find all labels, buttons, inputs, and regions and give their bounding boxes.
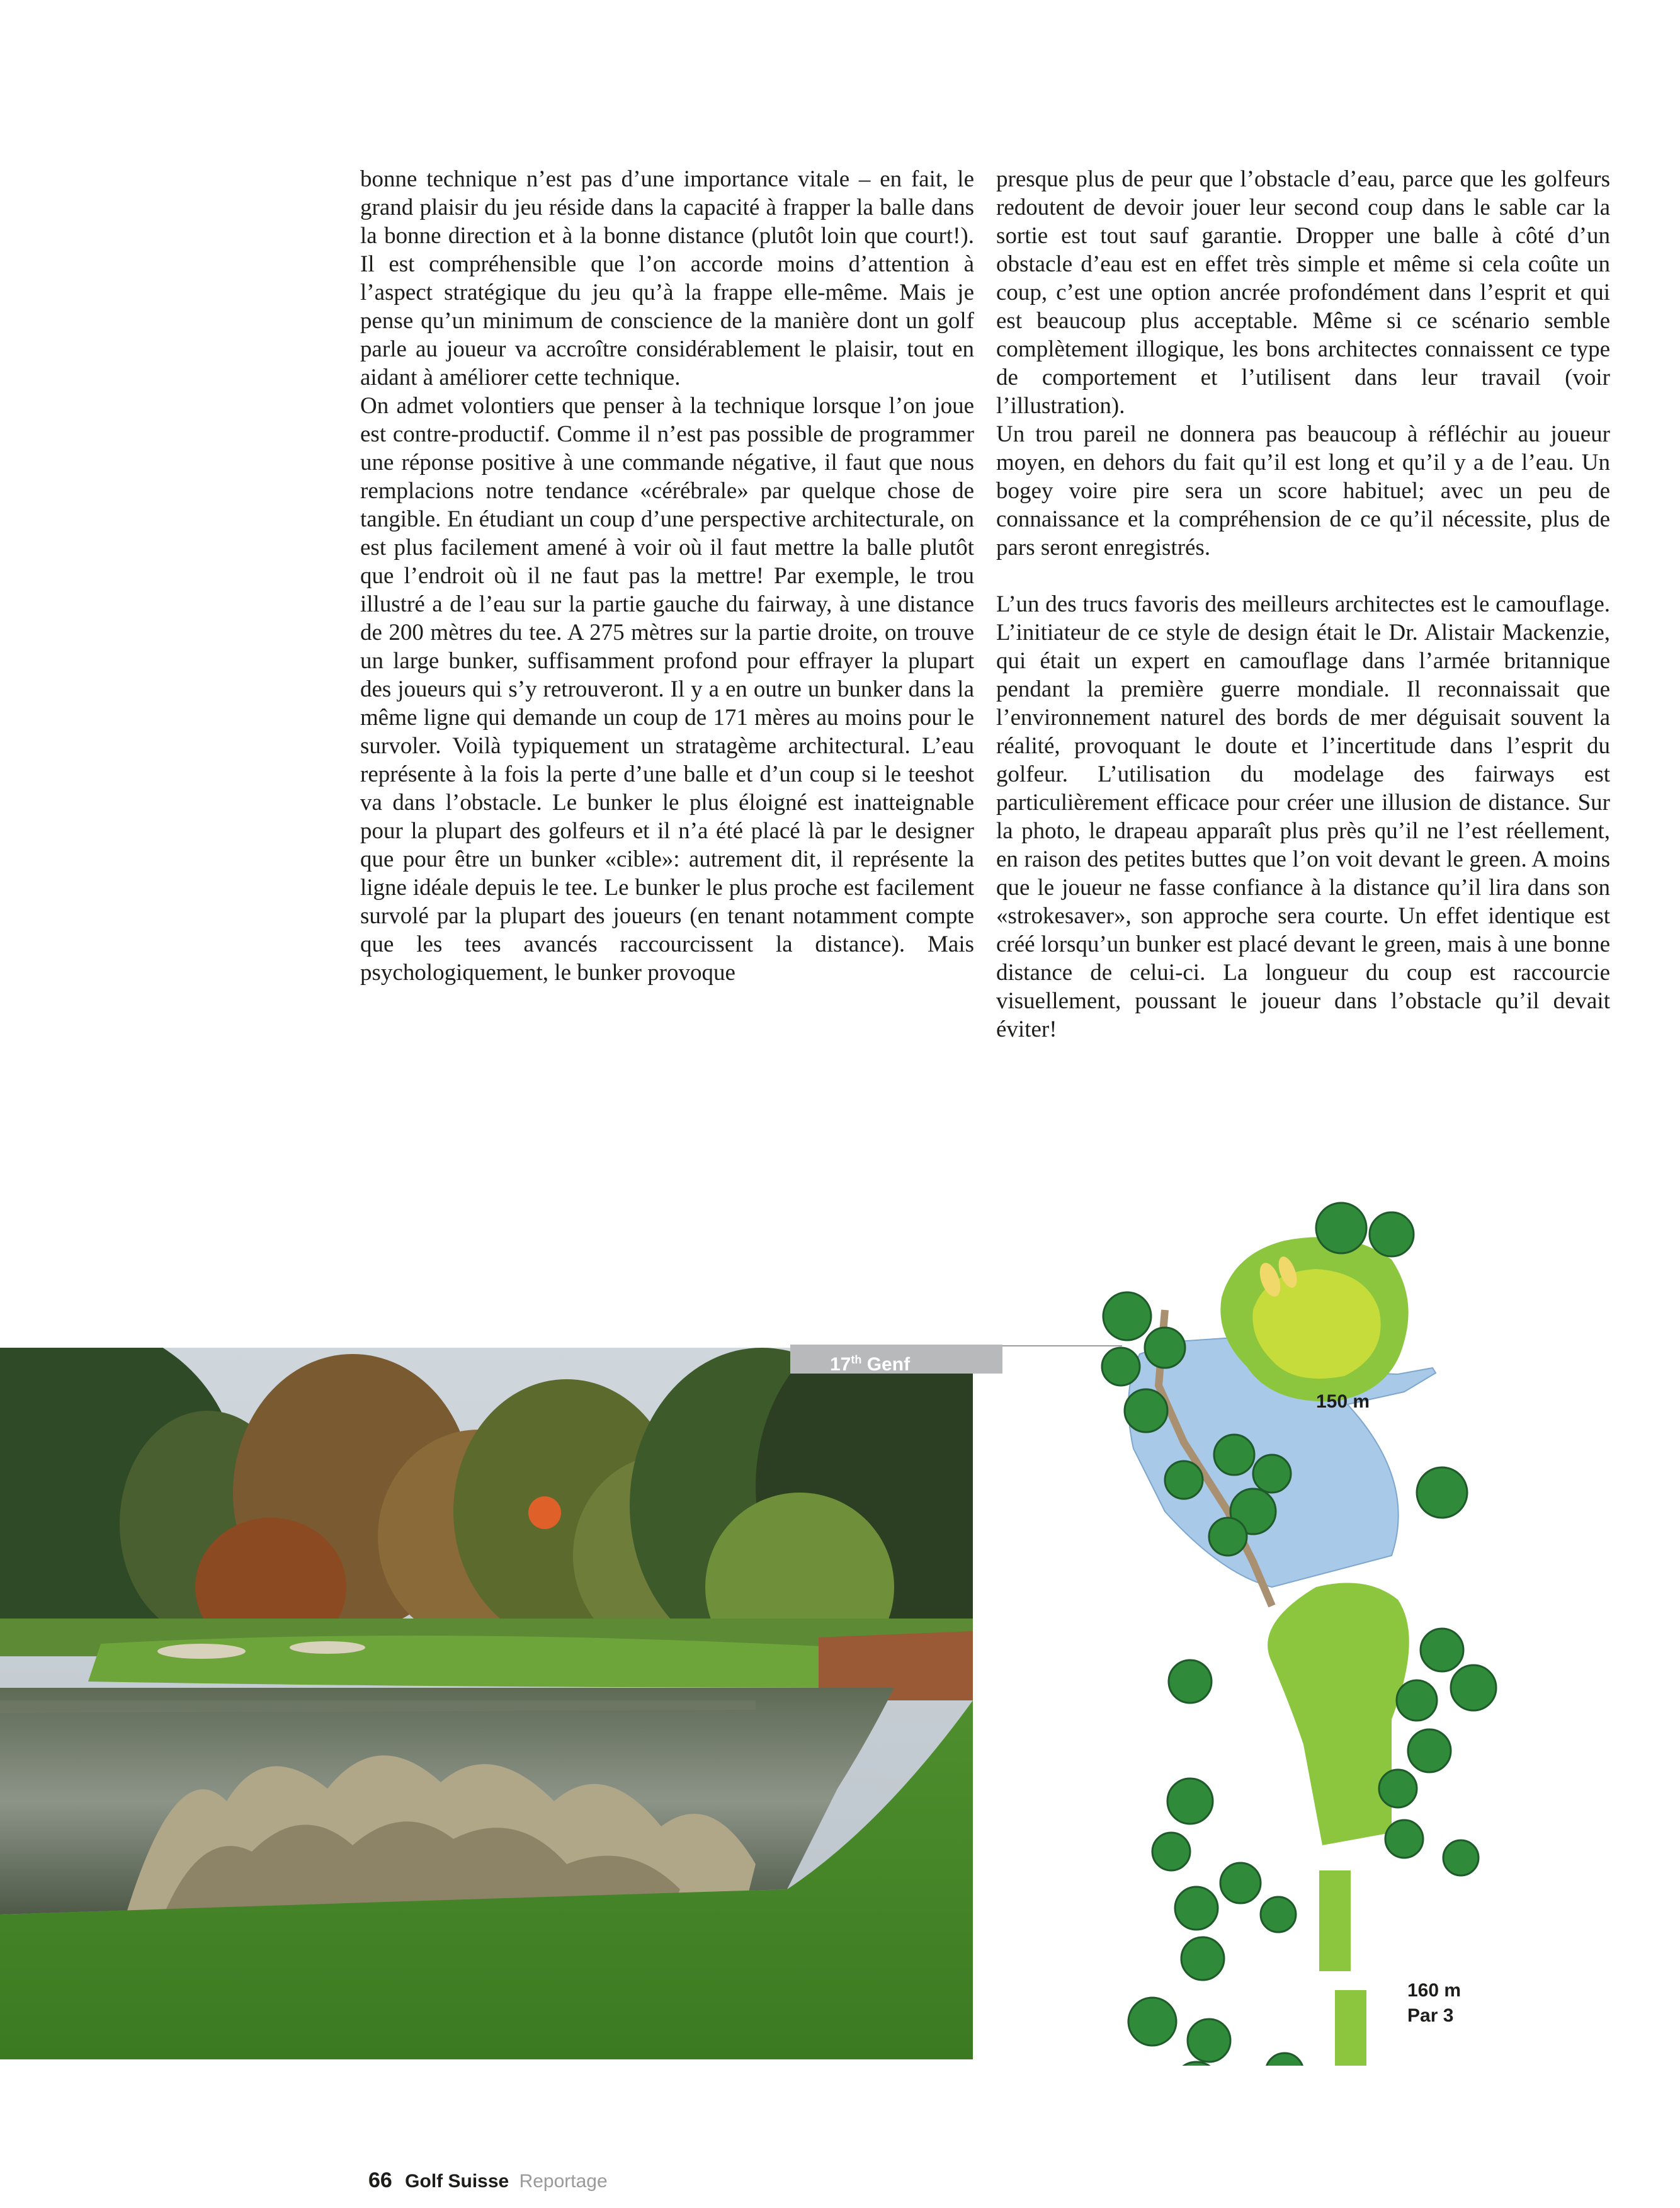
par-label: Par 3 (1407, 2005, 1454, 2026)
paragraph: presque plus de peur que l’obstacle d’eau, parce que les golfeurs redoutent de devoir jouer leur second coup dans le sable car la sortie est tout sauf garantie. Dropper une balle à côté d’un obstacle d’eau est en effet très simple et même si cela coûte un coup, c’est une option ancrée profondément dans l’esprit et qui est beaucoup plus acceptable. Même si ce scénario semble complètement illogique, les bons architectes connaissent ce type de comportement et l’utilisent dans leur travail (voir l’illustration). (996, 166, 1610, 419)
caption-number: 17 (830, 1354, 851, 1375)
page-footer (368, 2166, 608, 2194)
article-column-left (360, 165, 974, 987)
course-photo (0, 1348, 973, 2059)
section-name: Reportage (519, 2171, 608, 2192)
magazine-name: Golf Suisse (405, 2171, 509, 2192)
caption-suffix: th (851, 1353, 862, 1366)
tee-box (1335, 1990, 1366, 2066)
paragraph: L’un des trucs favoris des meilleurs architectes est le camouflage. L’initiateur de ce style de design était le Dr. Alistair Mackenzie, qui était un expert en camouflage dans l’armée britannique pendant la première guerre mondiale. Il reconnaissait que l’environnement naturel des bords de mer déguisait souvent la réalité, provoquant le doute et l’incertitude dans l’esprit du golfeur. L’utilisation du modelage des fairways est particulièrement efficace pour créer une illusion de distance. Sur la photo, le drapeau apparaît plus près qu’il ne l’est réellement, en raison des petites buttes que l’on voit devant le green. A moins que le joueur ne fasse confiance à la distance qu’il lira dans son «strokesaver», son approche sera courte. Un effet identique est créé lorsqu’un bunker est placé devant le green, mais à une bonne distance de celui-ci. La longueur du coup est raccourcie visuellement, poussant le joueur dans l’obstacle qu’il devait éviter! (996, 591, 1610, 1042)
fairway (1268, 1583, 1409, 1845)
paragraph: Un trou pareil ne donnera pas beaucoup à réfléchir au joueur moyen, en dehors du fait qu’il est long et qu’il y a de l’eau. Un bogey voire pire sera un score habituel; avec un peu de connaissance et la compréhension de ce qu’il nécessite, plus de pars seront enregistrés. (996, 421, 1610, 561)
photo-caption (830, 1346, 910, 1373)
hole-diagram (1064, 1184, 1518, 2069)
paragraph: On admet volontiers que penser à la technique lorsque l’on joue est contre-productif. Comme il n’est pas possible de programmer une réponse positive à une commande négative, il faut que nous remplacions notre tendance «cérébrale» par quelque chose de tangible. En étudiant un coup d’une perspective architecturale, on est plus facilement amené à voir où il faut mettre la balle plutôt que l’endroit où il ne faut pas la mettre! Par exemple, le trou illustré a de l’eau sur la partie gauche du fairway, à une distance de 200 mètres du tee. A 275 mètres sur la partie droite, on trouve un large bunker, suffisamment profond pour effrayer la plupart des joueurs qui s’y retrouveront. Il y a en outre un bunker dans la même ligne qui demande un coup de 171 mères au moins pour le survoler. Voilà typiquement un stratagème architectural. L’eau représente à la fois la perte d’une balle et d’un coup si le teeshot va dans l’obstacle. Le bunker le plus éloigné est inatteignable pour la plupart des golfeurs et il n’a été placé là par le designer que pour être un bunker «cible»: autrement dit, il représente la ligne idéale depuis le tee. Le bunker le plus proche est facilement survolé par la plupart des joueurs (en tenant notamment compte que les tees avancés raccourcissent la distance). Mais psychologiquement, le bunker provoque (360, 393, 974, 986)
article-column-right (996, 165, 1610, 1044)
caption-name: Genf (866, 1354, 911, 1375)
green-distance-label: 150 m (1316, 1391, 1370, 1412)
page-number: 66 (368, 2168, 392, 2192)
paragraph: bonne technique n’est pas d’une importance vitale – en fait, le grand plaisir du jeu réside dans la capacité à frapper la balle dans la bonne direction et à la bonne distance (plutôt loin que court!). Il est compréhensible que l’on accorde moins d’attention à l’aspect stratégique du jeu qu’à la frappe elle-même. Mais je pense qu’un minimum de conscience de la manière dont un golf parle au joueur va accroître considérablement le plaisir, tout en aidant à améliorer cette technique. (360, 166, 974, 390)
hole-length-label: 160 m (1407, 1980, 1461, 2001)
tee-box (1319, 1870, 1351, 1971)
